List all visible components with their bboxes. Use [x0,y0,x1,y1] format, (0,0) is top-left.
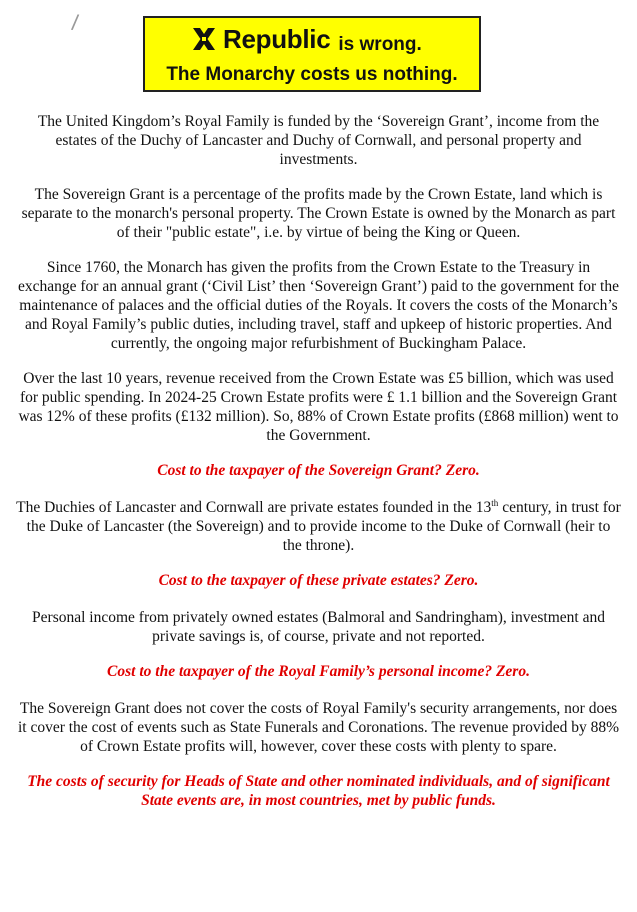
duchies-text-end: century, in trust for the Duke of Lancaster (the Sovereign) and to provide income to the Duke of Cornwall (heir to the throne). [26,499,621,554]
paragraph-personal-income: Personal income from privately owned estates (Balmoral and Sandringham), investment and private savings is, of course, private and not reported. [32,609,605,645]
paragraph-funding: The United Kingdom’s Royal Family is funded by the ‘Sovereign Grant’, income from the estates of the Duchy of Lancaster and Duchy of Cornwall, and personal property and investments. [37,113,600,168]
duchies-text-start: The Duchies of Lancaster and Cornwall are private estates founded in the 13 [16,499,492,516]
duchies-superscript: th [491,497,499,508]
banner-tagline: is wrong. [338,34,422,55]
paragraph-sovereign-grant: The Sovereign Grant is a percentage of the profits made by the Crown Estate, land which is separate to the monarch's personal property. The Crown Estate is owned by the Monarch as part of their "public estate", i.e. by virtue of being the King or Queen. [21,186,616,241]
banner-headline: The Monarchy costs us nothing. [166,64,458,85]
paragraph-duchies [16,498,621,555]
republic-x-logo-icon [191,26,217,52]
callout-private-estates: Cost to the taxpayer of these private estates? Zero. [158,572,479,589]
paragraph-security: The Sovereign Grant does not cover the costs of Royal Family's security arrangements, nor does it cover the cost of events such as State Funerals and Coronations. The revenue provided by 88% of Crown Estate profits will, however, cover these costs with plenty to spare. [17,700,620,755]
paragraph-history: Since 1760, the Monarch has given the profits from the Crown Estate to the Treasury in exchange for an annual grant (‘Civil List’ then ‘Sovereign Grant’) paid to the government for the maintenance of palaces and the official duties of the Royals. It covers the costs of the Monarch’s and Royal Family’s public duties, including travel, staff and upkeep of historic properties. And currently, the ongoing major refurbishment of Buckingham Palace. [18,259,619,352]
decorative-slash: / [70,9,80,36]
callout-sovereign-grant: Cost to the taxpayer of the Sovereign Grant? Zero. [157,462,480,479]
document-body [16,112,621,828]
headline-banner [143,16,481,92]
callout-security-costs: The costs of security for Heads of State and other nominated individuals, and of significant State events are, in most countries, met by public funds. [27,773,610,809]
brand-name: Republic [223,24,331,54]
banner-brand-row [191,24,422,55]
callout-personal-income: Cost to the taxpayer of the Royal Family’s personal income? Zero. [107,663,530,680]
paragraph-revenue: Over the last 10 years, revenue received from the Crown Estate was £5 billion, which was used for public spending. In 2024-25 Crown Estate profits were £ 1.1 billion and the Sovereign Grant was 12% of these profits (£132 million). So, 88% of Crown Estate profits (£868 million) went to the Government. [18,370,619,444]
